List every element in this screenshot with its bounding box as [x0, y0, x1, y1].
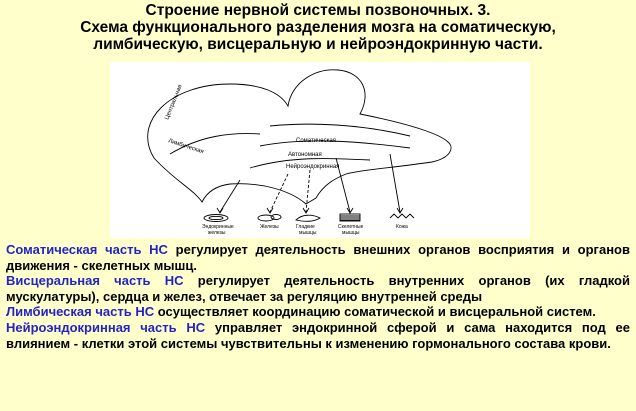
label-autonomic: Автономная	[288, 152, 322, 158]
paragraph-neuroendocrine	[6, 320, 630, 351]
text-limbic: осуществляет координацию соматической и висцеральной систем.	[154, 304, 596, 320]
gland-sketch	[258, 215, 281, 222]
label-somatic: Соматическая	[296, 138, 336, 144]
target-endocrine-line1: Эндокринные	[202, 224, 234, 230]
target-endocrine-line2: железы	[208, 230, 226, 236]
skin-sketch	[390, 214, 414, 218]
title-line-2: Схема функционального разделения мозга на соматическую,	[80, 19, 556, 36]
description-text	[6, 242, 630, 351]
skeletal-muscle-sketch	[340, 214, 360, 221]
target-smooth-line1: Гладкие	[296, 224, 315, 230]
title-line-3: лимбическую, висцеральную и нейроэндокринную части.	[93, 36, 543, 53]
label-neuroendocrine: Нейроэндокринная	[286, 164, 340, 170]
target-skeletal-line2: мышцы	[342, 230, 360, 236]
line-glands	[270, 174, 288, 212]
line-smooth	[306, 170, 310, 212]
brain-diagram	[110, 62, 530, 238]
line-endocrine	[220, 180, 240, 212]
term-limbic: Лимбическая часть НС	[6, 304, 155, 320]
paragraph-somatic	[6, 242, 630, 273]
text-neuroendocrine: управляет эндокринной сферой и сама находится под ее влиянием - клетки этой системы чувствительны к изменению гормонального состава крови.	[6, 319, 630, 351]
paragraph-visceral	[6, 273, 630, 304]
text-somatic: регулирует деятельность внешних органов восприятия и органов движения - скелетных мышц.	[6, 242, 630, 273]
tract-somatic	[270, 124, 410, 136]
term-visceral: Висцеральная часть НС	[6, 273, 184, 289]
label-central: Центральная	[164, 84, 184, 121]
target-skin: Кожа	[396, 224, 408, 230]
paragraph-limbic	[6, 304, 630, 320]
slide-title	[0, 2, 636, 53]
label-limbic: Лимбическая	[167, 138, 205, 156]
smooth-muscle-sketch	[296, 215, 320, 221]
endocrine-gland-sketch	[204, 215, 228, 222]
line-skin	[390, 154, 400, 212]
title-line-1: Строение нервной системы позвоночных. 3.	[145, 2, 491, 19]
text-visceral: регулирует деятельность внутренних органов (их гладкой мускулатуры), сердца и желез, отвечает за регуляцию внутренней среды	[6, 273, 630, 304]
term-somatic: Соматическая часть НС	[6, 242, 168, 257]
brain-diagram-drawing	[110, 62, 530, 238]
brain-outline	[148, 70, 451, 204]
term-neuroendocrine: Нейроэндокринная часть НС	[6, 319, 206, 335]
target-skeletal-line1: Скелетные	[338, 224, 364, 230]
target-glands: Железы	[260, 224, 279, 230]
target-smooth-line2: мышцы	[299, 230, 317, 236]
